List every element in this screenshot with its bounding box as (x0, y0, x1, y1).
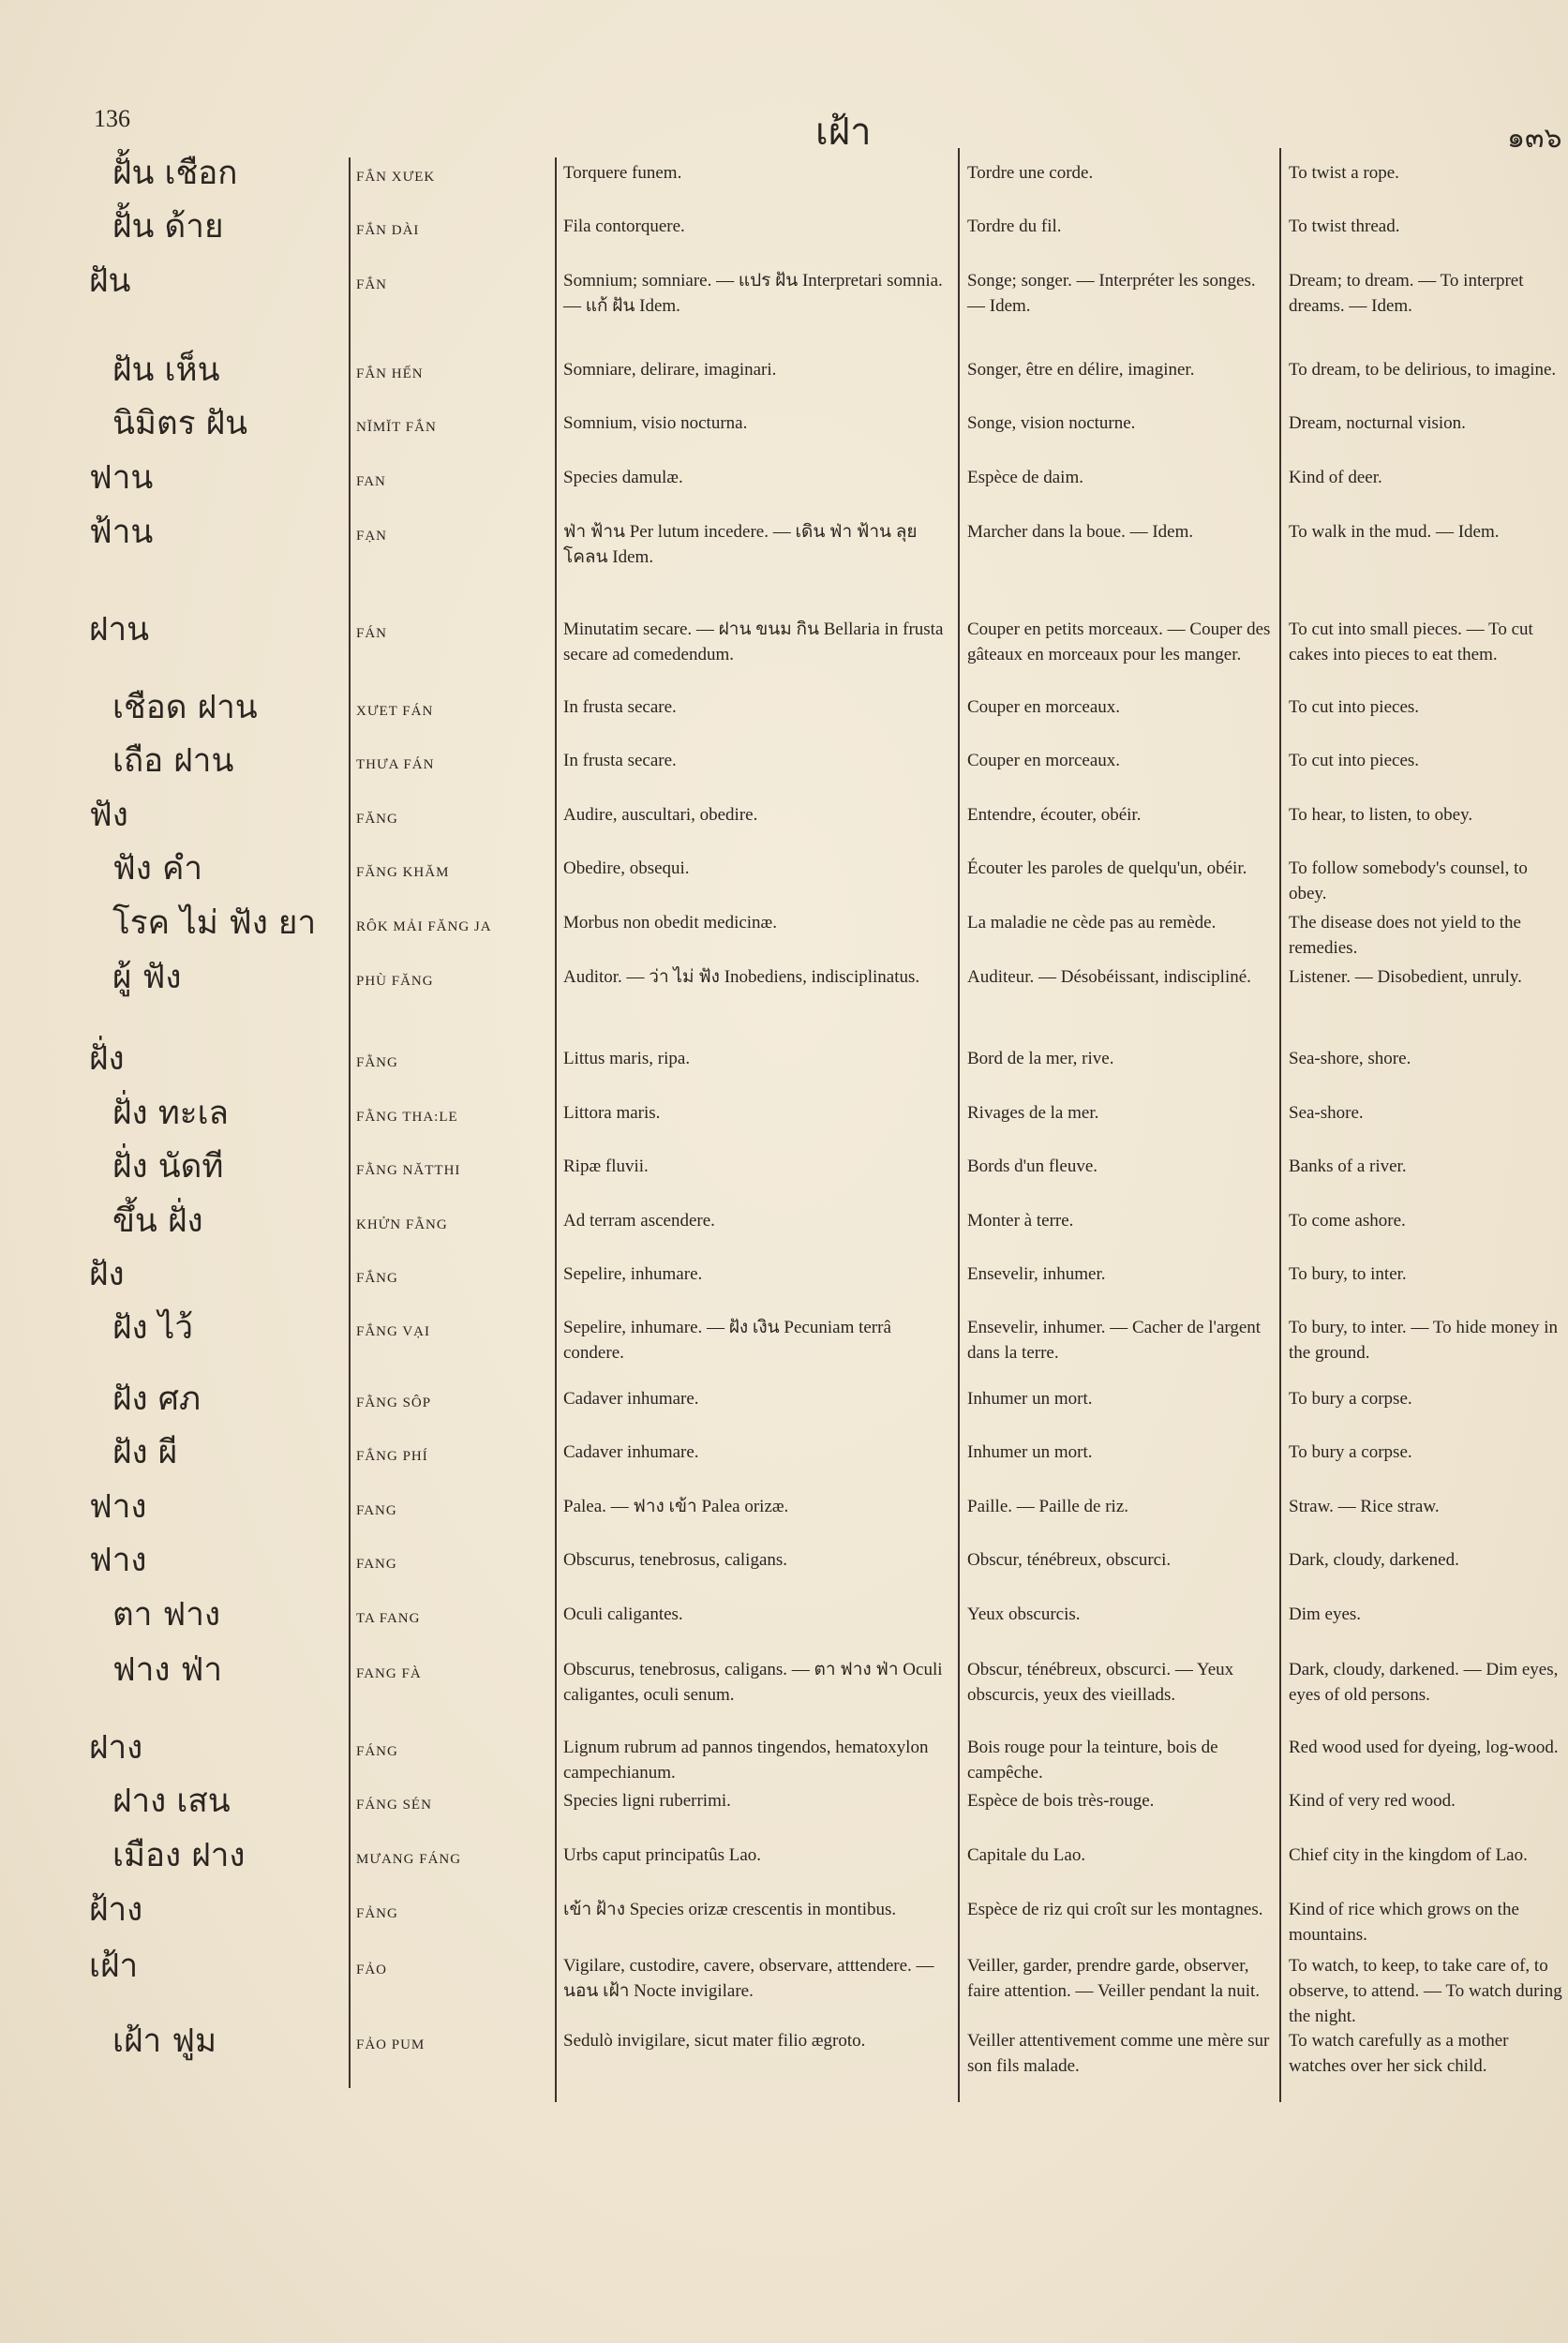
french-text: Tordre du fil. (967, 216, 1062, 236)
french-text: Obscur, ténébreux, obscurci. (967, 1550, 1172, 1570)
latin-text: Auditor. — ว่า ไม่ ฟัง Inobediens, indisciplinatus. (563, 967, 920, 987)
english-text: To twist a rope. (1289, 163, 1399, 183)
english-text: Chief city in the kingdom of Lao. (1289, 1845, 1528, 1865)
roman-text: FẰNG NĂTTHI (356, 1163, 461, 1178)
english-text: To bury, to inter. (1289, 1264, 1407, 1284)
roman-text: KHỬN FẰNG (356, 1217, 448, 1232)
latin-text: Species ligni ruberrimi. (563, 1791, 731, 1811)
running-head: เฝ้า (815, 111, 872, 154)
english-text: To dream, to be delirious, to imagine. (1289, 360, 1557, 380)
latin-text: Morbus non obedit medicinæ. (563, 913, 777, 933)
page-number-thai: ๑๓๖ (1507, 122, 1562, 155)
latin-text: Audire, auscultari, obedire. (563, 805, 758, 825)
roman-text: FẮNG PHÍ (356, 1449, 428, 1464)
roman-text: FẠN (356, 529, 388, 544)
french-text: Ensevelir, inhumer. — Cacher de l'argent dans la terre. (967, 1318, 1262, 1363)
thai-text: ฝาง (89, 1729, 143, 1767)
english-text: To watch, to keep, to take care of, to observe, to attend. — To watch during the night. (1289, 1956, 1562, 2026)
french-text: Ensevelir, inhumer. (967, 1264, 1106, 1284)
french-text: Entendre, écouter, obéir. (967, 805, 1142, 825)
latin-text: Torquere funem. (563, 163, 682, 183)
latin-text: Palea. — ฟาง เข้า Palea orizæ. (563, 1497, 789, 1516)
roman-text: FANG (356, 1557, 397, 1572)
roman-text: FẮN DÀI (356, 223, 420, 238)
french-text: Espèce de bois très-rouge. (967, 1791, 1155, 1811)
roman-text: RÔK MẢI FĂNG JA (356, 919, 492, 934)
roman-text: THƯA FÁN (356, 757, 435, 772)
roman-text: FẰNG SÔP (356, 1395, 432, 1410)
thai-text: ฟัง (89, 797, 128, 834)
latin-text: In frusta secare. (563, 751, 677, 770)
roman-text: FẮNG VẠI (356, 1324, 430, 1339)
english-text: Kind of rice which grows on the mountains. (1289, 1900, 1519, 1945)
english-text: To watch carefully as a mother watches over her sick child. (1289, 2031, 1509, 2076)
english-text: To twist thread. (1289, 216, 1400, 236)
roman-text: FÁNG SÉN (356, 1798, 432, 1813)
english-text: To bury a corpse. (1289, 1389, 1412, 1409)
page-number: 136 (94, 105, 130, 132)
latin-text: Littora maris. (563, 1103, 661, 1123)
french-text: Bois rouge pour la teinture, bois de campêche. (967, 1738, 1218, 1783)
thai-text: ฝัน เห็น (112, 351, 220, 389)
thai-text: ฝ้าง (89, 1891, 143, 1929)
english-text: Dark, cloudy, darkened. (1289, 1550, 1459, 1570)
thai-text: ฟาง (89, 1542, 147, 1579)
english-text: Kind of deer. (1289, 468, 1382, 487)
english-text: Dream, nocturnal vision. (1289, 413, 1466, 433)
latin-text: Minutatim secare. — ฝาน ขนม กิน Bellaria in frusta secare ad comedendum. (563, 619, 944, 664)
french-text: Monter à terre. (967, 1211, 1074, 1231)
english-text: To bury, to inter. — To hide money in the ground. (1289, 1318, 1559, 1363)
french-text: Obscur, ténébreux, obscurci. — Yeux obscurcis, yeux des vieillads. (967, 1660, 1234, 1705)
french-text: Espèce de daim. (967, 468, 1083, 487)
roman-text: FANG FÀ (356, 1666, 422, 1681)
thai-text: ฟ้าน (89, 514, 154, 551)
thai-text: เมือง ฝาง (112, 1837, 246, 1874)
thai-text: ฝั่ง (89, 1040, 125, 1078)
english-text: To hear, to listen, to obey. (1289, 805, 1473, 825)
french-text: Couper en petits morceaux. — Couper des gâteaux en morceaux pour les manger. (967, 619, 1271, 664)
latin-text: Species damulæ. (563, 468, 683, 487)
english-text: To come ashore. (1289, 1211, 1406, 1231)
roman-text: MƯANG FÁNG (356, 1852, 462, 1867)
roman-text: FẰNG THA:LE (356, 1110, 458, 1125)
roman-text: FẰNG (356, 1055, 398, 1070)
latin-text: Cadaver inhumare. (563, 1389, 699, 1409)
latin-text: เข้า ฝ้าง Species orizæ crescentis in montibus. (563, 1900, 897, 1919)
french-text: Couper en morceaux. (967, 697, 1121, 717)
english-text: To cut into pieces. (1289, 697, 1420, 717)
french-text: Bords d'un fleuve. (967, 1157, 1098, 1176)
latin-text: Urbs caput principatûs Lao. (563, 1845, 762, 1865)
latin-text: Obscurus, tenebrosus, caligans. (563, 1550, 788, 1570)
latin-text: Obedire, obsequi. (563, 858, 690, 878)
french-text: Inhumer un mort. (967, 1389, 1093, 1409)
thai-text: ฝั้น ด้าย (112, 208, 224, 246)
roman-text: FÁNG (356, 1744, 398, 1759)
roman-text: FĂNG KHĂM (356, 865, 450, 880)
thai-text: เฝ้า ฟูม (112, 2022, 217, 2060)
thai-text: ฟาน (89, 459, 154, 497)
roman-text: FẮN (356, 277, 388, 292)
latin-text: Ripæ fluvii. (563, 1157, 649, 1176)
english-text: To walk in the mud. — Idem. (1289, 522, 1500, 542)
thai-text: ฟัง คำ (112, 850, 203, 888)
english-text: Sea-shore, shore. (1289, 1049, 1411, 1068)
thai-text: ฝัง ศภ (112, 1380, 202, 1418)
thai-text: ฝัง ไว้ (112, 1309, 193, 1347)
french-text: Songe; songer. — Interpréter les songes. — Idem. (967, 271, 1256, 316)
thai-text: เถือ ฝาน (112, 742, 234, 780)
latin-text: Cadaver inhumare. (563, 1442, 699, 1462)
french-text: Paille. — Paille de riz. (967, 1497, 1129, 1516)
english-text: Straw. — Rice straw. (1289, 1497, 1440, 1516)
roman-text: NĬMĬT FẮN (356, 420, 437, 435)
french-text: Auditeur. — Désobéissant, indiscipliné. (967, 967, 1251, 987)
thai-text: โรค ไม่ ฟัง ยา (112, 904, 317, 942)
french-text: Écouter les paroles de quelqu'un, obéir. (967, 858, 1247, 878)
latin-text: Ad terram ascendere. (563, 1211, 715, 1231)
roman-text: FẢO PUM (356, 2037, 426, 2052)
thai-text: ฝั่ง นัดที (112, 1148, 224, 1186)
latin-text: Sedulò invigilare, sicut mater filio ægroto. (563, 2031, 866, 2051)
thai-text: เฝ้า (89, 1948, 139, 1985)
latin-text: In frusta secare. (563, 697, 677, 717)
latin-text: Littus maris, ripa. (563, 1049, 691, 1068)
thai-text: ฝั้น เชือก (112, 155, 238, 192)
french-text: Bord de la mer, rive. (967, 1049, 1114, 1068)
roman-text: FẮN HẾN (356, 366, 424, 381)
english-text: To follow somebody's counsel, to obey. (1289, 858, 1528, 903)
latin-text: ฟ่า ฟ้าน Per lutum incedere. — เดิน ฟ่า ฟ้าน ลุย โคลน Idem. (563, 522, 918, 567)
thai-text: ฝาน (89, 611, 150, 649)
latin-text: Somnium; somniare. — แปร ฝัน Interpretari somnia. — แก้ ฝัน Idem. (563, 271, 943, 316)
thai-text: ฝาง เสน (112, 1783, 231, 1820)
roman-text: FẮNG (356, 1271, 398, 1286)
thai-text: ฝัง ผี (112, 1434, 178, 1471)
roman-text: XƯET FÁN (356, 704, 434, 719)
roman-text: FÁN (356, 626, 388, 641)
french-text: Yeux obscurcis. (967, 1604, 1081, 1624)
english-text: Banks of a river. (1289, 1157, 1407, 1176)
thai-text: ฟาง (89, 1488, 147, 1526)
french-text: Espèce de riz qui croît sur les montagnes. (967, 1900, 1263, 1919)
french-text: Tordre une corde. (967, 163, 1094, 183)
thai-text: ตา ฟาง (112, 1596, 221, 1634)
english-text: Dim eyes. (1289, 1604, 1362, 1624)
english-text: To cut into small pieces. — To cut cakes into pieces to eat them. (1289, 619, 1533, 664)
french-text: Veiller attentivement comme une mère sur son fils malade. (967, 2031, 1270, 2076)
english-text: Dark, cloudy, darkened. — Dim eyes, eyes of old persons. (1289, 1660, 1559, 1705)
roman-text: FẢNG (356, 1906, 398, 1921)
roman-text: FẢO (356, 1962, 388, 1977)
french-text: Marcher dans la boue. — Idem. (967, 522, 1194, 542)
english-text: Dream; to dream. — To interpret dreams. — Idem. (1289, 271, 1524, 316)
column-rule-1 (349, 157, 351, 2088)
french-text: Capitale du Lao. (967, 1845, 1086, 1865)
french-text: Veiller, garder, prendre garde, observer, faire attention. — Veiller pendant la nuit. (967, 1956, 1260, 2001)
english-text: To cut into pieces. (1289, 751, 1420, 770)
french-text: Songer, être en délire, imaginer. (967, 360, 1195, 380)
roman-text: FAN (356, 474, 386, 489)
thai-text: ฝัง (89, 1256, 125, 1293)
column-rule-3 (958, 148, 960, 2102)
roman-text: TA FANG (356, 1611, 421, 1626)
column-rule-2 (555, 157, 557, 2102)
thai-text: ขึ้น ฝั่ง (112, 1202, 203, 1240)
roman-text: FĂNG (356, 812, 398, 827)
thai-text: ฟาง ฟ่า (112, 1651, 223, 1689)
latin-text: Vigilare, custodire, cavere, observare, atttendere. — นอน เฝ้า Nocte invigilare. (563, 1956, 934, 2001)
latin-text: Sepelire, inhumare. — ฝัง เงิน Pecuniam terrâ condere. (563, 1318, 891, 1363)
roman-text: PHÙ FĂNG (356, 974, 434, 989)
french-text: Couper en morceaux. (967, 751, 1121, 770)
english-text: Listener. — Disobedient, unruly. (1289, 967, 1522, 987)
thai-text: นิมิตร ฝัน (112, 405, 248, 442)
english-text: Sea-shore. (1289, 1103, 1364, 1123)
thai-text: ฝัน (89, 262, 131, 300)
english-text: The disease does not yield to the remedies. (1289, 913, 1521, 958)
french-text: Inhumer un mort. (967, 1442, 1093, 1462)
latin-text: Lignum rubrum ad pannos tingendos, hematoxylon campechianum. (563, 1738, 929, 1783)
thai-text: เชือด ฝาน (112, 689, 258, 726)
french-text: La maladie ne cède pas au remède. (967, 913, 1217, 933)
latin-text: Fila contorquere. (563, 216, 685, 236)
french-text: Rivages de la mer. (967, 1103, 1099, 1123)
english-text: Kind of very red wood. (1289, 1791, 1456, 1811)
column-rule-4 (1279, 148, 1281, 2102)
english-text: Red wood used for dyeing, log-wood. (1289, 1738, 1559, 1757)
thai-text: ผู้ ฟัง (112, 959, 182, 996)
french-text: Songe, vision nocturne. (967, 413, 1136, 433)
latin-text: Oculi caligantes. (563, 1604, 683, 1624)
latin-text: Obscurus, tenebrosus, caligans. — ตา ฟาง ฟ่า Oculi caligantes, oculi senum. (563, 1660, 943, 1705)
latin-text: Somnium, visio nocturna. (563, 413, 748, 433)
roman-text: FẮN XƯEK (356, 170, 436, 185)
thai-text: ฝั่ง ทะเล (112, 1095, 230, 1132)
latin-text: Sepelire, inhumare. (563, 1264, 703, 1284)
latin-text: Somniare, delirare, imaginari. (563, 360, 777, 380)
english-text: To bury a corpse. (1289, 1442, 1412, 1462)
roman-text: FANG (356, 1503, 397, 1518)
